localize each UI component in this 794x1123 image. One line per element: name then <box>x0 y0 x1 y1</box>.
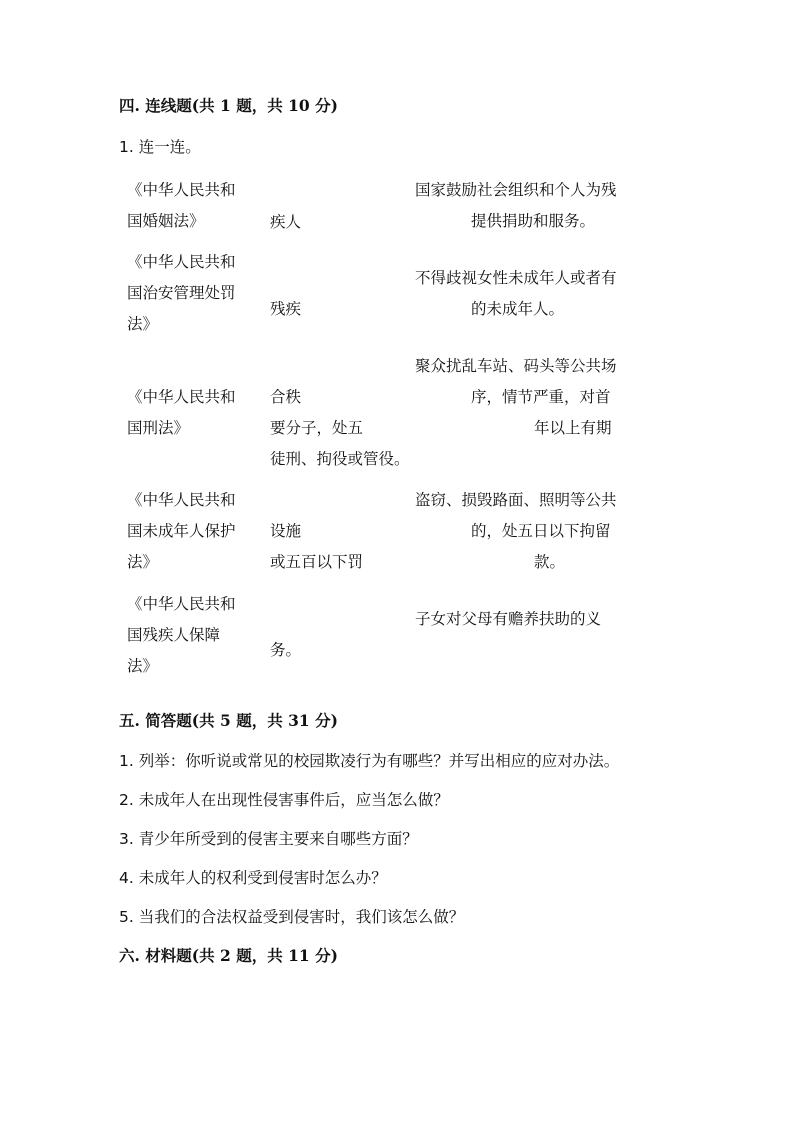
section4-heading: 四. 连线题(共 1 题，共 10 分) <box>119 96 338 115</box>
law-line: 国未成年人保护 <box>127 522 236 540</box>
law-line: 国刑法》 <box>127 419 190 437</box>
right-line: 款。 <box>534 553 566 571</box>
right-line: 聚众扰乱车站、码头等公共场 <box>415 357 617 375</box>
question-item: 1. 列举：你听说或常见的校园欺凌行为有哪些？并写出相应的应对办法。 <box>119 752 620 770</box>
right-line: 的未成年人。 <box>471 300 565 318</box>
section6-heading: 六. 材料题(共 2 题，共 11 分) <box>119 946 338 965</box>
law-line: 法》 <box>127 315 159 333</box>
right-line: 国家鼓励社会组织和个人为残 <box>415 181 617 199</box>
middle-line: 或五百以下罚 <box>270 553 364 571</box>
law-line: 《中华人民共和 <box>127 388 236 406</box>
law-line: 法》 <box>127 553 159 571</box>
right-line: 年以上有期 <box>534 419 612 437</box>
middle-line: 务。 <box>270 641 302 659</box>
right-line: 提供捐助和服务。 <box>471 212 596 230</box>
law-line: 国残疾人保障 <box>127 626 221 644</box>
middle-line: 疾人 <box>270 213 302 231</box>
law-line: 国治安管理处罚 <box>127 284 236 302</box>
question-item: 3. 青少年所受到的侵害主要来自哪些方面？ <box>119 830 418 848</box>
question-item: 2. 未成年人在出现性侵害事件后，应当怎么做？ <box>119 791 449 809</box>
middle-line: 设施 <box>270 522 302 540</box>
law-line: 国婚姻法》 <box>127 212 205 230</box>
law-line: 《中华人民共和 <box>127 595 236 613</box>
question-item: 5. 当我们的合法权益受到侵害时，我们该怎么做？ <box>119 908 465 926</box>
law-line: 《中华人民共和 <box>127 181 236 199</box>
right-line: 子女对父母有赡养扶助的义 <box>415 610 602 628</box>
middle-line: 要分子，处五 <box>270 419 364 437</box>
right-line: 序，情节严重，对首 <box>471 388 611 406</box>
law-line: 法》 <box>127 657 159 675</box>
middle-line: 徒刑、拘役或管役。 <box>270 450 410 468</box>
section5-heading: 五. 简答题(共 5 题，共 31 分) <box>119 711 338 730</box>
right-line: 不得歧视女性未成年人或者有 <box>415 269 617 287</box>
middle-line: 合秩 <box>270 388 302 406</box>
law-line: 《中华人民共和 <box>127 253 236 271</box>
question-connect: 1. 连一连。 <box>119 138 201 156</box>
middle-line: 残疾 <box>270 300 302 318</box>
right-line: 的，处五日以下拘留 <box>471 522 611 540</box>
right-line: 盗窃、损毁路面、照明等公共 <box>415 491 617 509</box>
law-line: 《中华人民共和 <box>127 491 236 509</box>
question-item: 4. 未成年人的权利受到侵害时怎么办？ <box>119 869 387 887</box>
